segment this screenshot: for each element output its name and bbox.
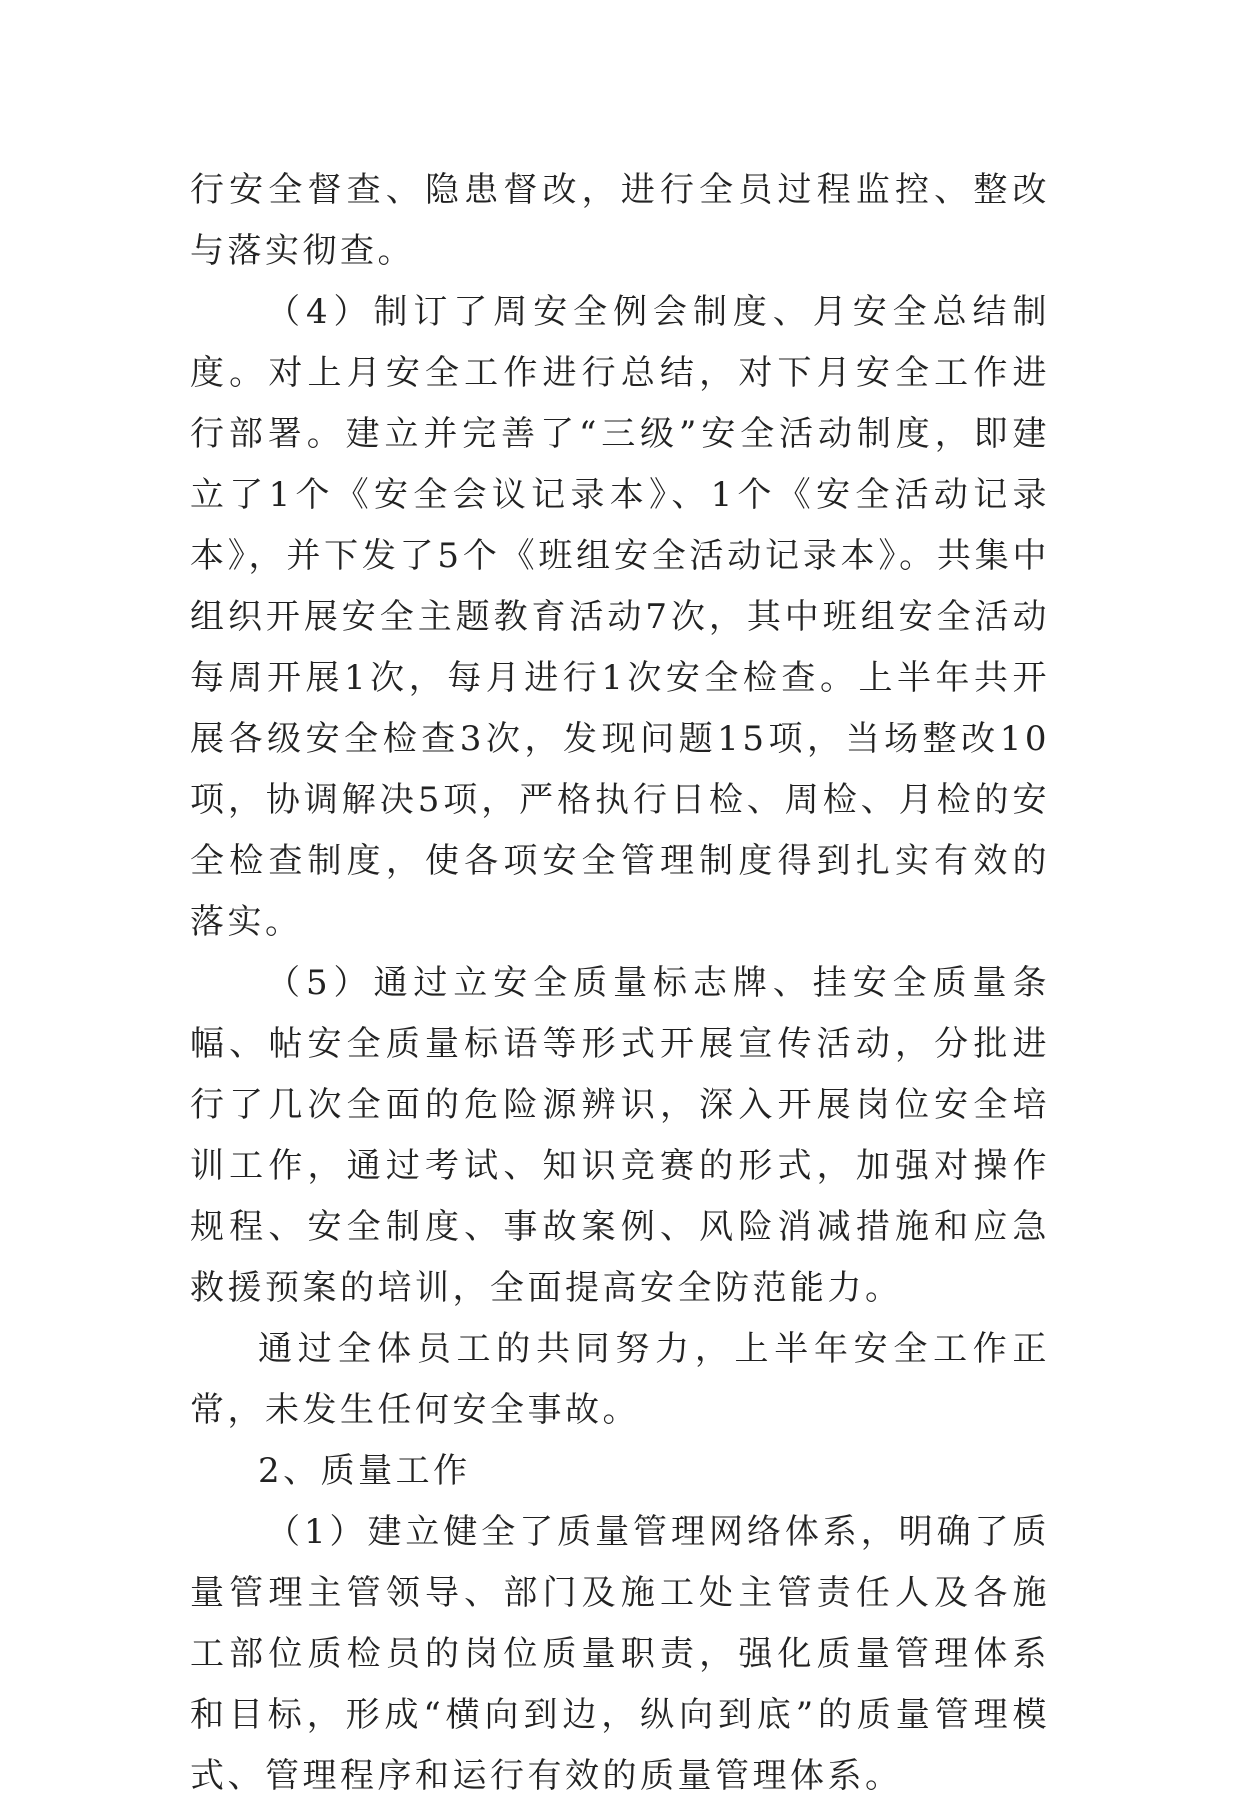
paragraph-continuation: 行安全督查、隐患督改，进行全员过程监控、整改与落实彻查。 xyxy=(190,170,1050,271)
paragraph-summary: 通过全体员工的共同努力，上半年安全工作正常，未发生任何安全事故。 xyxy=(190,1329,1050,1430)
paragraph-item-4: （4）制订了周安全例会制度、月安全总结制度。对上月安全工作进行总结，对下月安全工作进行部署。建立并完善了“三级”安全活动制度，即建立了1个《安全会议记录本》、1个《安全活动记录本》，并下发了5个《班组安全活动记录本》。共集中组织开展安全主题教育活动7次，其中班组安全活动每周开展1次，每月进行1次安全检查。上半年共开展各级安全检查3次，发现问题15项，当场整改10项，协调解决5项，严格执行日检、周检、月检的安全检查制度，使各项安全管理制度得到扎实有效的落实。 xyxy=(190,292,1050,942)
document-body xyxy=(190,160,1050,1807)
paragraph-quality-item-1: （1）建立健全了质量管理网络体系，明确了质量管理主管领导、部门及施工处主管责任人及各施工部位质检员的岗位质量职责，强化质量管理体系和目标，形成“横向到边，纵向到底”的质量管理模式、管理程序和运行有效的质量管理体系。 xyxy=(190,1512,1050,1796)
section-heading-quality: 2、质量工作 xyxy=(258,1451,471,1491)
paragraph-item-5: （5）通过立安全质量标志牌、挂安全质量条幅、帖安全质量标语等形式开展宣传活动，分批进行了几次全面的危险源辨识，深入开展岗位安全培训工作，通过考试、知识竞赛的形式，加强对操作规程、安全制度、事故案例、风险消减措施和应急救援预案的培训，全面提高安全防范能力。 xyxy=(190,963,1050,1308)
